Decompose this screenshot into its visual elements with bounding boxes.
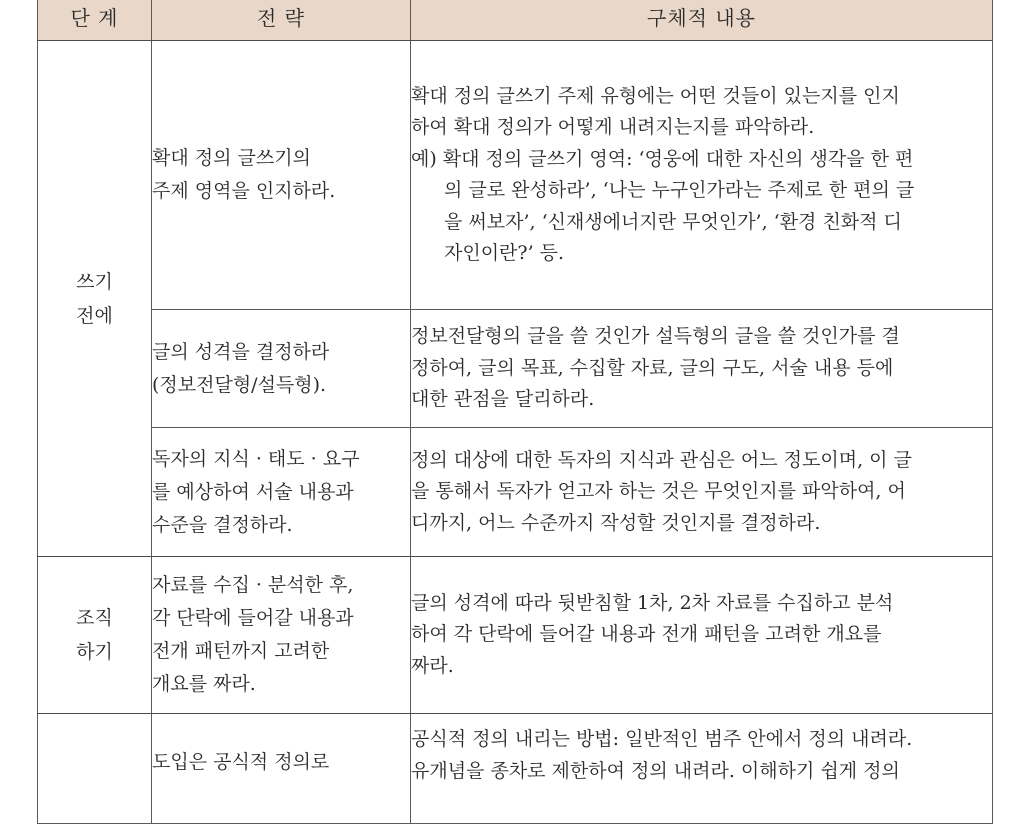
detail-cell bbox=[411, 428, 993, 557]
detail-line: 공식적 정의 내리는 방법: 일반적인 범주 안에서 정의 내려라. bbox=[411, 728, 913, 750]
detail-cell bbox=[411, 310, 993, 428]
strategy-line: 자료를 수집 · 분석한 후, bbox=[152, 574, 354, 596]
detail-line: 글의 성격에 따라 뒷받침할 1차, 2차 자료를 수집하고 분석 bbox=[411, 591, 894, 614]
detail-line: 하여 확대 정의가 어떻게 내려지는지를 파악하라. bbox=[411, 116, 815, 138]
detail-line: 하여 각 단락에 들어갈 내용과 전개 패턴을 고려한 개요를 bbox=[411, 623, 882, 646]
detail-line: 디까지, 어느 수준까지 작성할 것인지를 결정하라. bbox=[411, 511, 821, 534]
table-row bbox=[38, 41, 993, 310]
table-header-row bbox=[38, 0, 993, 41]
header-stage: 단 계 bbox=[38, 0, 152, 41]
strategy-line: 주제 영역을 인지하라. bbox=[152, 180, 336, 202]
strategy-line: 글의 성격을 결정하라 bbox=[152, 340, 330, 363]
strategy-line: (정보전달형/설득형). bbox=[152, 373, 327, 396]
detail-line: 정하여, 글의 목표, 수집할 자료, 글의 구도, 서술 내용 등에 bbox=[411, 356, 894, 379]
detail-line: 을 통해서 독자가 얻고자 하는 것은 무엇인지를 파악하여, 어 bbox=[411, 480, 906, 503]
strategy-line: 전개 패턴까지 고려한 bbox=[152, 640, 330, 662]
strategy-line: 도입은 공식적 정의로 bbox=[152, 751, 330, 773]
detail-cell bbox=[411, 41, 993, 310]
stage-line: 전에 bbox=[76, 304, 113, 327]
strategy-line: 각 단락에 들어갈 내용과 bbox=[152, 607, 354, 629]
detail-cell bbox=[411, 557, 993, 714]
stage-cell-writing bbox=[38, 714, 152, 824]
strategy-line: 수준을 결정하라. bbox=[152, 513, 293, 536]
strategy-line: 독자의 지식 · 태도 · 요구 bbox=[152, 447, 360, 470]
strategy-line: 개요를 짜라. bbox=[152, 673, 256, 695]
table-row bbox=[38, 557, 993, 714]
stage-line: 쓰기 bbox=[76, 270, 113, 293]
detail-line: 대한 관점을 달리하라. bbox=[411, 388, 595, 411]
stage-line: 하기 bbox=[76, 641, 113, 663]
strategy-line: 를 예상하여 서술 내용과 bbox=[152, 480, 354, 503]
detail-line: 을 써보자’, ‘신재생에너지란 무엇인가’, ‘환경 친화적 디 bbox=[444, 210, 902, 233]
detail-line: 예) 확대 정의 글쓰기 영역: ‘영웅에 대한 자신의 생각을 한 편 bbox=[411, 147, 914, 170]
strategy-line: 확대 정의 글쓰기의 bbox=[152, 147, 311, 169]
strategy-cell bbox=[152, 557, 411, 714]
detail-line: 정의 대상에 대한 독자의 지식과 관심은 어느 정도이며, 이 글 bbox=[411, 448, 912, 471]
table-row bbox=[38, 714, 993, 824]
detail-cell bbox=[411, 714, 993, 824]
table-row bbox=[38, 310, 993, 428]
strategy-cell bbox=[152, 310, 411, 428]
detail-line: 정보전달형의 글을 쓸 것인가 설득형의 글을 쓸 것인가를 결 bbox=[411, 325, 900, 348]
header-detail: 구체적 내용 bbox=[411, 0, 993, 41]
header-strategy: 전 략 bbox=[152, 0, 411, 41]
detail-line: 유개념을 종차로 제한하여 정의 내려라. 이해하기 쉽게 정의 bbox=[411, 759, 900, 782]
strategy-cell bbox=[152, 428, 411, 557]
table-row bbox=[38, 428, 993, 557]
writing-strategy-table bbox=[37, 0, 993, 824]
strategy-cell bbox=[152, 41, 411, 310]
stage-line: 조직 bbox=[76, 607, 113, 629]
detail-line: 자인이란?’ 등. bbox=[444, 242, 565, 264]
detail-line: 짜라. bbox=[411, 654, 454, 677]
detail-line: 확대 정의 글쓰기 주제 유형에는 어떤 것들이 있는지를 인지 bbox=[411, 84, 900, 107]
stage-cell-organizing bbox=[38, 557, 152, 714]
stage-cell-before-writing bbox=[38, 41, 152, 557]
strategy-cell bbox=[152, 714, 411, 824]
detail-line: 의 글로 완성하라’, ‘나는 누구인가라는 주제로 한 편의 글 bbox=[444, 179, 915, 201]
